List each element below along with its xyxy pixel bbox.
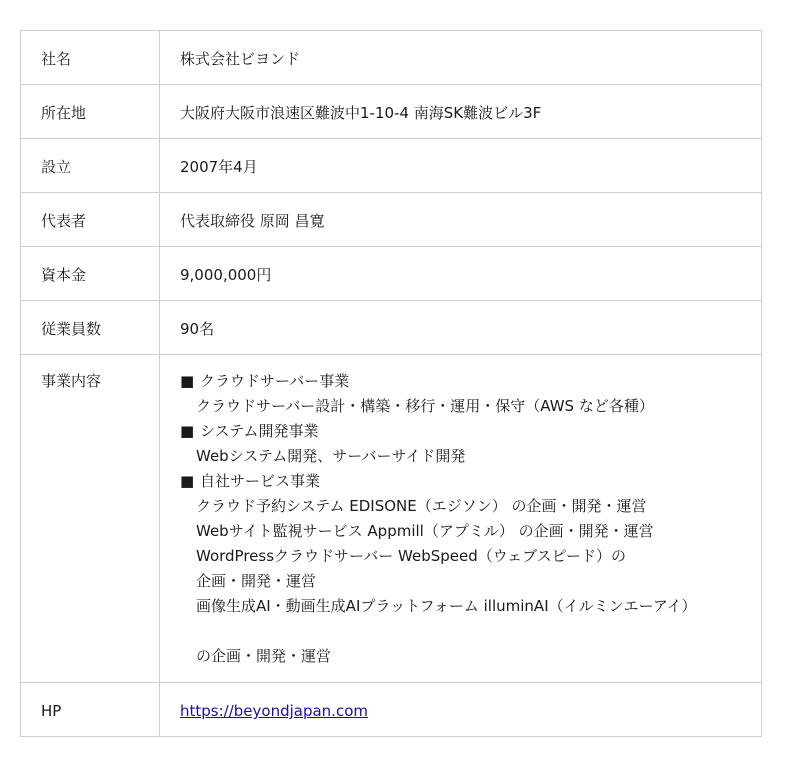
business-section-line: 画像生成AI・動画生成AIプラットフォーム illuminAI（イルミンエーアイ） <box>196 597 697 615</box>
row-business <box>21 355 762 683</box>
row-value: 90名 <box>160 301 762 355</box>
business-section-line: WordPressクラウドサーバー WebSpeed（ウェブスピード）の <box>196 547 626 565</box>
business-section-heading: ■ クラウドサーバー事業 <box>180 369 741 394</box>
business-section-line: Webサイト監視サービス Appmill（アプミル） の企画・開発・運営 <box>196 522 654 540</box>
blank-line <box>180 619 741 644</box>
row-label: 資本金 <box>21 247 160 301</box>
row-company-name <box>21 31 762 85</box>
business-section-line: 企画・開発・運営 <box>196 572 317 590</box>
business-section-line: の企画・開発・運営 <box>196 647 332 665</box>
company-info-table <box>20 30 762 737</box>
business-section-line: クラウドサーバー設計・構築・移行・運用・保守（AWS など各種） <box>196 397 654 415</box>
row-label: 代表者 <box>21 193 160 247</box>
square-bullet-icon: ■ <box>180 372 195 390</box>
row-employees <box>21 301 762 355</box>
row-value <box>160 683 762 737</box>
business-section-line: クラウド予約システム EDISONE（エジソン） の企画・開発・運営 <box>196 497 647 515</box>
row-value: 大阪府大阪市浪速区難波中1-10-4 南海SK難波ビル3F <box>160 85 762 139</box>
square-bullet-icon: ■ <box>180 422 195 440</box>
row-value: 株式会社ビヨンド <box>160 31 762 85</box>
row-value: 9,000,000円 <box>160 247 762 301</box>
row-address <box>21 85 762 139</box>
business-section-heading: ■ 自社サービス事業 <box>180 469 741 494</box>
row-label: 従業員数 <box>21 301 160 355</box>
row-capital <box>21 247 762 301</box>
row-label: 所在地 <box>21 85 160 139</box>
row-homepage <box>21 683 762 737</box>
row-label: 社名 <box>21 31 160 85</box>
row-label: 設立 <box>21 139 160 193</box>
row-value: 2007年4月 <box>160 139 762 193</box>
business-content <box>160 355 762 683</box>
row-representative <box>21 193 762 247</box>
row-established <box>21 139 762 193</box>
row-label: 事業内容 <box>21 355 160 683</box>
row-value: 代表取締役 原岡 昌寛 <box>160 193 762 247</box>
square-bullet-icon: ■ <box>180 472 195 490</box>
row-label: HP <box>21 683 160 737</box>
business-section-line: Webシステム開発、サーバーサイド開発 <box>196 447 466 465</box>
business-section-heading: ■ システム開発事業 <box>180 419 741 444</box>
homepage-link[interactable]: https://beyondjapan.com <box>180 702 368 720</box>
